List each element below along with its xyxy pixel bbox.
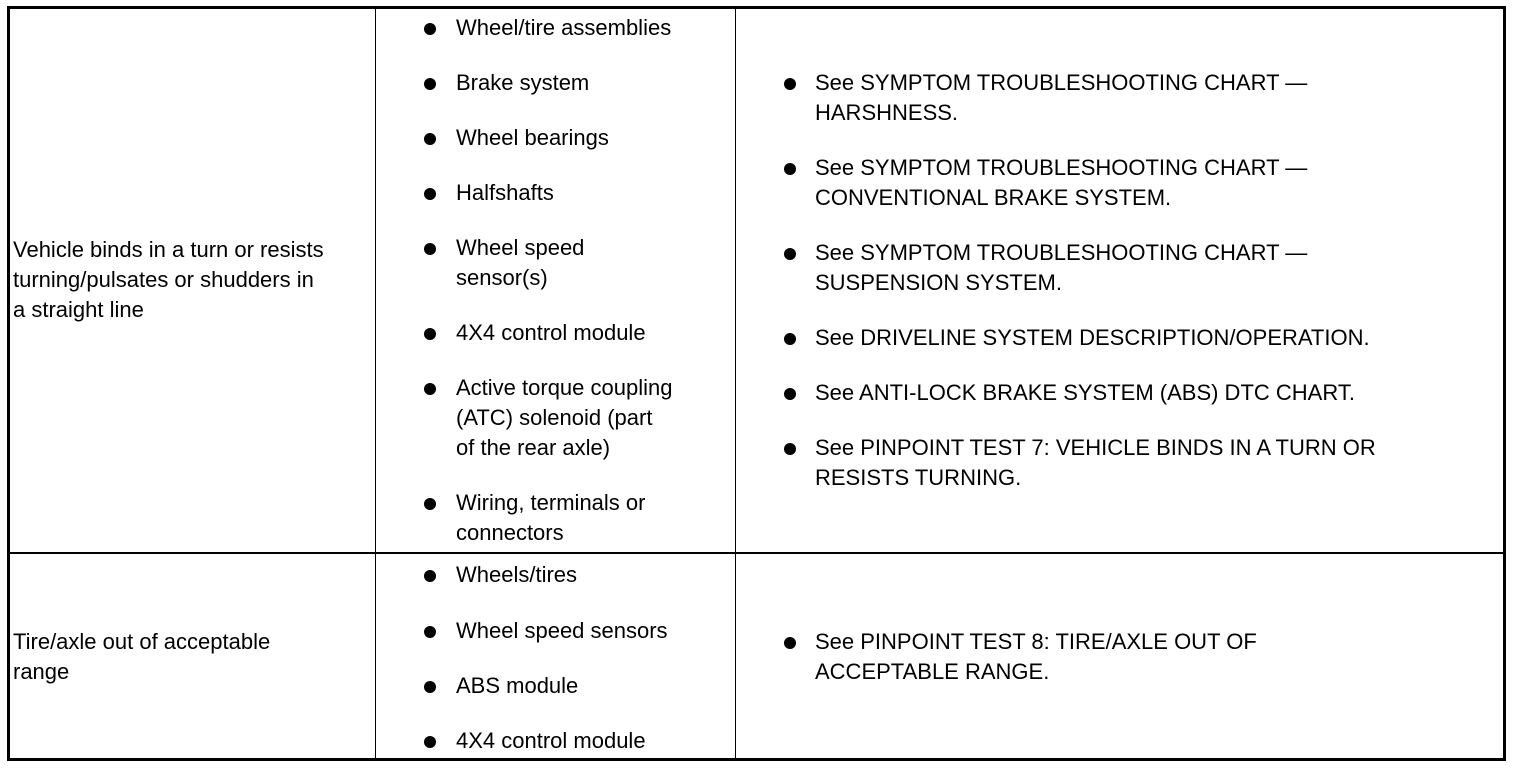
condition-line: Vehicle binds in a turn or resists [13, 237, 324, 262]
action-text: See PINPOINT TEST 8: TIRE/AXLE OUT OF [815, 629, 1257, 654]
source-text: Wheel speed sensors [456, 618, 668, 643]
source-text: Wiring, terminals or [456, 490, 646, 515]
column-divider [735, 9, 736, 758]
source-text: of the rear axle) [456, 435, 611, 460]
action-text: See SYMPTOM TROUBLESHOOTING CHART — [815, 155, 1308, 180]
source-text: Active torque coupling [456, 375, 673, 400]
action-text: HARSHNESS. [815, 100, 959, 125]
action-text: SUSPENSION SYSTEM. [815, 270, 1062, 295]
bullet-icon [784, 637, 796, 649]
bullet-icon [784, 388, 796, 400]
condition-line: a straight line [13, 297, 144, 322]
action-text: See ANTI-LOCK BRAKE SYSTEM (ABS) DTC CHART. [815, 380, 1355, 405]
bullet-icon [424, 498, 436, 510]
source-text: Halfshafts [456, 180, 554, 205]
bullet-icon [424, 570, 436, 582]
bullet-icon [424, 328, 436, 340]
source-text: (ATC) solenoid (part [456, 405, 653, 430]
bullet-icon [424, 681, 436, 693]
source-text: Brake system [456, 70, 590, 95]
condition-line: Tire/axle out of acceptable [13, 629, 271, 654]
condition-line: range [13, 659, 70, 684]
action-text: See SYMPTOM TROUBLESHOOTING CHART — [815, 240, 1308, 265]
bullet-icon [424, 243, 436, 255]
source-text: connectors [456, 520, 564, 545]
source-text: Wheels/tires [456, 562, 578, 587]
action-text: ACCEPTABLE RANGE. [815, 659, 1050, 684]
diagnostic-table [7, 6, 1506, 761]
bullet-icon [424, 626, 436, 638]
column-divider [375, 9, 376, 758]
source-text: sensor(s) [456, 265, 548, 290]
condition-line: turning/pulsates or shudders in [13, 267, 314, 292]
action-text: RESISTS TURNING. [815, 465, 1022, 490]
action-text: See PINPOINT TEST 7: VEHICLE BINDS IN A TURN OR [815, 435, 1376, 460]
source-text: ABS module [456, 673, 579, 698]
bullet-icon [784, 443, 796, 455]
source-text: Wheel/tire assemblies [456, 15, 672, 40]
source-text: 4X4 control module [456, 728, 646, 753]
bullet-icon [424, 736, 436, 748]
action-text: See SYMPTOM TROUBLESHOOTING CHART — [815, 70, 1308, 95]
bullet-icon [784, 78, 796, 90]
bullet-icon [424, 188, 436, 200]
bullet-icon [424, 23, 436, 35]
bullet-icon [424, 383, 436, 395]
action-text: See DRIVELINE SYSTEM DESCRIPTION/OPERATION. [815, 325, 1370, 350]
source-text: 4X4 control module [456, 320, 646, 345]
action-text: CONVENTIONAL BRAKE SYSTEM. [815, 185, 1172, 210]
bullet-icon [424, 78, 436, 90]
bullet-icon [784, 248, 796, 260]
bullet-icon [784, 333, 796, 345]
row-divider [10, 552, 1503, 554]
source-text: Wheel bearings [456, 125, 609, 150]
bullet-icon [424, 133, 436, 145]
source-text: Wheel speed [456, 235, 585, 260]
bullet-icon [784, 163, 796, 175]
